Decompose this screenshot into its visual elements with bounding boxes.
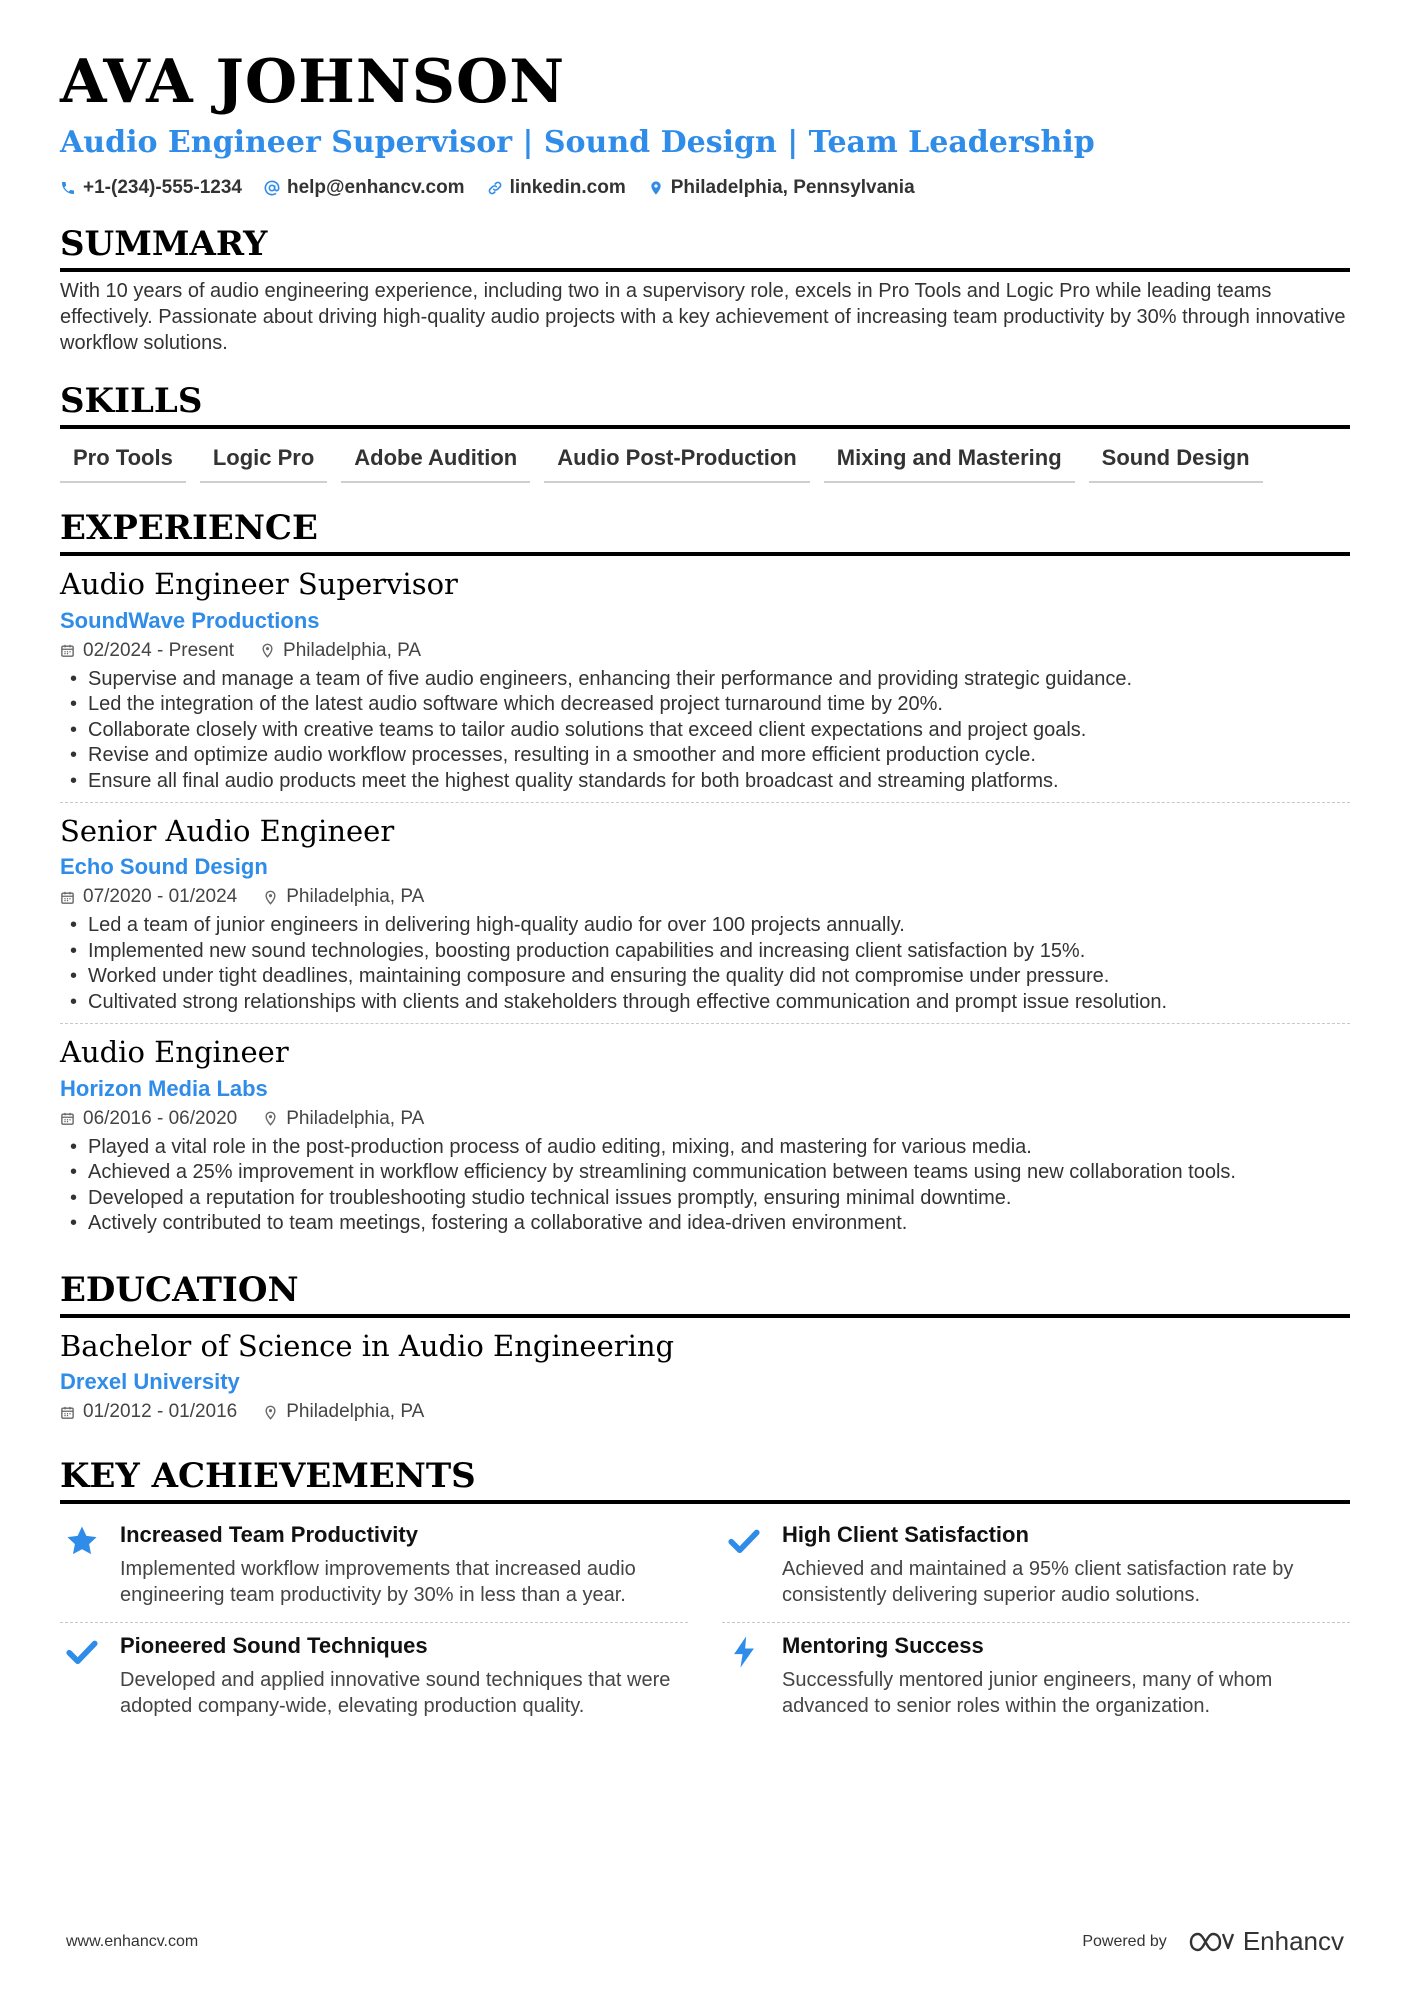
bullet-item: • Cultivated strong relationships with clients and stakeholders through effective communication and prompt issue resolution. [60, 990, 1350, 1016]
job-meta [60, 640, 1350, 662]
email-text: help@enhancv.com [286, 177, 465, 198]
location-text: Philadelphia, PA [286, 1401, 425, 1423]
lightning-icon [727, 1635, 761, 1669]
company-name: Echo Sound Design [60, 854, 268, 880]
checkmark-icon [727, 1524, 761, 1558]
link-icon [487, 180, 503, 196]
dates-text: 02/2024 - Present [83, 639, 235, 661]
company-name: Horizon Media Labs [60, 1075, 268, 1101]
achievements-section [60, 1457, 1350, 1733]
brand-name: Enhancv [1242, 1926, 1344, 1956]
bullet-item: • Collaborate closely with creative teams to tailor audio solutions that exceed client expectations and project goals. [60, 718, 1350, 744]
education-entry [60, 1318, 1350, 1431]
dates-text: 06/2016 - 06/2020 [83, 1107, 238, 1129]
contact-phone[interactable] [60, 177, 242, 199]
location-text: Philadelphia, Pennsylvania [670, 177, 915, 198]
location-text: Philadelphia, PA [286, 886, 425, 908]
calendar-icon [60, 1111, 75, 1126]
contact-location [648, 177, 915, 199]
achievements-grid [60, 1512, 1350, 1733]
summary-section [60, 225, 1350, 356]
skills-list [60, 439, 1350, 483]
experience-entry [60, 556, 1350, 803]
achievement-title: Pioneered Sound Techniques [120, 1633, 428, 1659]
skill-tag: Logic Pro [200, 439, 327, 483]
experience-title: EXPERIENCE [60, 509, 1350, 556]
achievement-desc: Successfully mentored junior engineers, many of whom advanced to senior roles within the organization. [782, 1669, 1273, 1717]
map-pin-icon [648, 180, 664, 196]
checkmark-icon [65, 1635, 99, 1669]
brand-logo[interactable] [1189, 1926, 1344, 1957]
job-location [263, 1108, 424, 1130]
job-meta [60, 886, 1350, 908]
job-bullets [60, 913, 1350, 1015]
dates-text: 07/2020 - 01/2024 [83, 886, 238, 908]
calendar-icon [60, 643, 75, 658]
education-section [60, 1271, 1350, 1431]
dates-text: 01/2012 - 01/2016 [83, 1401, 238, 1423]
job-location [263, 886, 424, 908]
contact-list [60, 177, 1350, 199]
achievement-title: Increased Team Productivity [120, 1522, 418, 1548]
job-title: Audio Engineer Supervisor [60, 567, 458, 602]
job-meta [60, 1108, 1350, 1130]
achievements-title: KEY ACHIEVEMENTS [60, 1457, 1350, 1504]
skill-tag: Adobe Audition [341, 439, 530, 483]
linkedin-text: linkedin.com [509, 177, 626, 198]
achievement-item [60, 1512, 688, 1623]
bullet-item: • Developed a reputation for troubleshooting studio technical issues promptly, ensuring minimal downtime. [60, 1186, 1350, 1212]
summary-title: SUMMARY [60, 225, 1350, 272]
map-pin-icon [263, 890, 278, 905]
job-dates [60, 640, 234, 662]
bullet-item: • Implemented new sound technologies, boosting production capabilities and increasing client satisfaction by 15%. [60, 939, 1350, 965]
powered-by-text: Powered by [1082, 1932, 1167, 1950]
map-pin-icon [263, 1405, 278, 1420]
achievement-desc: Achieved and maintained a 95% client satisfaction rate by consistently delivering superior audio solutions. [782, 1558, 1294, 1606]
contact-linkedin[interactable] [487, 177, 626, 199]
bullet-item: • Supervise and manage a team of five audio engineers, enhancing their performance and providing strategic guidance. [60, 667, 1350, 693]
contact-email[interactable] [264, 177, 465, 199]
star-icon [65, 1524, 99, 1558]
achievement-title: High Client Satisfaction [782, 1522, 1029, 1548]
education-dates [60, 1401, 237, 1423]
bullet-item: • Revise and optimize audio workflow processes, resulting in a smoother and more efficient production cycle. [60, 743, 1350, 769]
bullet-item: • Led a team of junior engineers in delivering high-quality audio for over 100 projects annually. [60, 913, 1350, 939]
calendar-icon [60, 890, 75, 905]
candidate-name: AVA JOHNSON [60, 47, 566, 117]
phone-text: +1-(234)-555-1234 [83, 177, 242, 198]
job-dates [60, 1108, 237, 1130]
bullet-item: • Achieved a 25% improvement in workflow efficiency by streamlining communication between teams using new collaboration tools. [60, 1160, 1350, 1186]
skill-tag: Sound Design [1089, 439, 1263, 483]
achievement-item [60, 1623, 688, 1733]
phone-icon [60, 180, 76, 196]
job-location [260, 640, 421, 662]
achievement-desc: Developed and applied innovative sound techniques that were adopted company-wide, elevating production quality. [120, 1669, 671, 1717]
bullet-item: • Led the integration of the latest audio software which decreased project turnaround time by 20%. [60, 692, 1350, 718]
degree-title: Bachelor of Science in Audio Engineering [60, 1328, 675, 1363]
job-dates [60, 886, 237, 908]
summary-text: With 10 years of audio engineering experience, including two in a supervisory role, excels in Pro Tools and Logic Pro while leading teams effectively. Passionate about driving high-quality audio projects with a key achievement of increasing team productivity by 30% through innovative workflow solutions. [60, 280, 1346, 355]
experience-section [60, 509, 1350, 1245]
bullet-item: • Worked under tight deadlines, maintaining composure and ensuring the quality did not compromise under pressure. [60, 964, 1350, 990]
education-location [263, 1401, 424, 1423]
skill-tag: Audio Post-Production [544, 439, 810, 483]
bullet-item: • Ensure all final audio products meet the highest quality standards for both broadcast and streaming platforms. [60, 769, 1350, 795]
education-title: EDUCATION [60, 1271, 1350, 1318]
achievement-item [722, 1623, 1350, 1733]
location-text: Philadelphia, PA [283, 639, 422, 661]
map-pin-icon [260, 643, 275, 658]
candidate-headline: Audio Engineer Supervisor | Sound Design | Team Leadership [60, 125, 1095, 160]
skills-section [60, 382, 1350, 483]
skills-title: SKILLS [60, 382, 1350, 429]
achievement-title: Mentoring Success [782, 1633, 984, 1659]
education-meta [60, 1401, 1350, 1423]
experience-entry [60, 1024, 1350, 1244]
job-bullets [60, 667, 1350, 795]
achievement-item [722, 1512, 1350, 1623]
footer-website[interactable]: www.enhancv.com [66, 1932, 199, 1950]
at-icon [264, 180, 280, 196]
bullet-item: • Played a vital role in the post-production process of audio editing, mixing, and mastering for various media. [60, 1135, 1350, 1161]
school-name: Drexel University [60, 1369, 240, 1395]
location-text: Philadelphia, PA [286, 1107, 425, 1129]
experience-entry [60, 803, 1350, 1024]
achievement-desc: Implemented workflow improvements that increased audio engineering team productivity by 30% in less than a year. [120, 1558, 636, 1606]
enhancv-logo-icon [1189, 1930, 1235, 1954]
skill-tag: Pro Tools [60, 439, 186, 483]
powered-by [1082, 1926, 1344, 1957]
job-title: Senior Audio Engineer [60, 814, 395, 849]
map-pin-icon [263, 1111, 278, 1126]
skill-tag: Mixing and Mastering [824, 439, 1075, 483]
resume-header [60, 47, 1350, 199]
job-title: Audio Engineer [60, 1035, 289, 1070]
calendar-icon [60, 1405, 75, 1420]
job-bullets [60, 1135, 1350, 1237]
company-name: SoundWave Productions [60, 607, 320, 633]
page-footer [66, 1926, 1344, 1957]
bullet-item: • Actively contributed to team meetings, fostering a collaborative and idea-driven environment. [60, 1211, 1350, 1237]
